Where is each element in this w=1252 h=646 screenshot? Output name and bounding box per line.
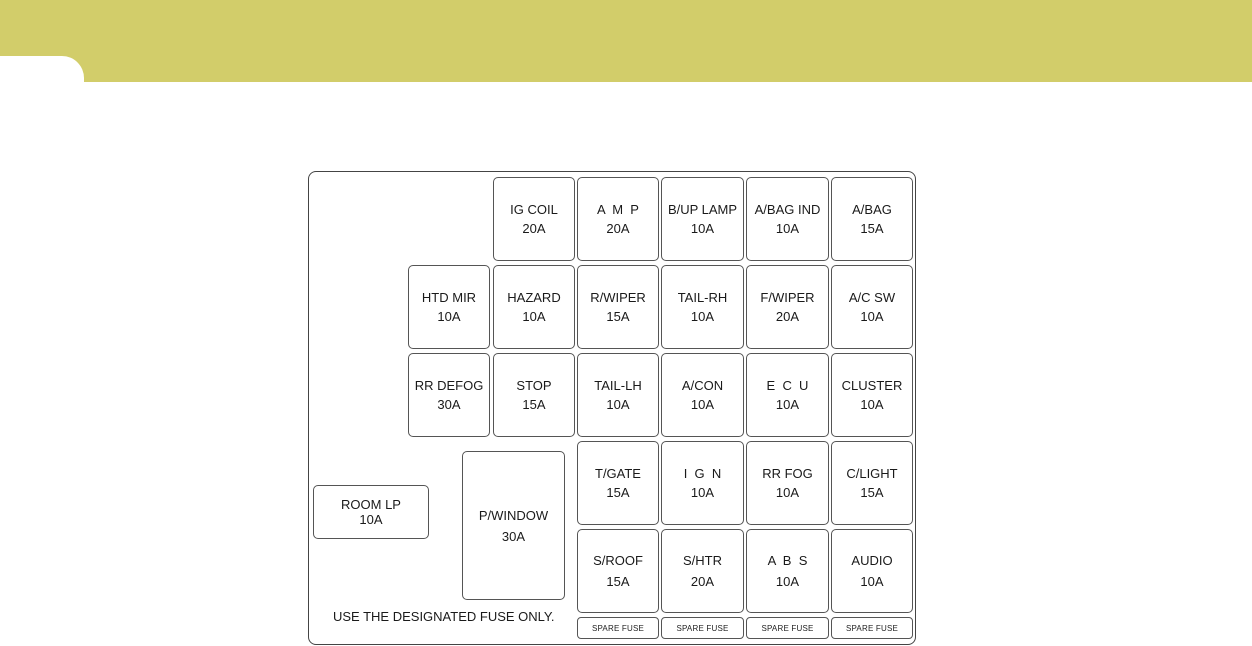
fuse-s-roof [577, 529, 659, 613]
fuse-p-window [462, 451, 565, 600]
fuse-rating: 10A [860, 397, 884, 412]
fuse-rating: 10A [775, 397, 800, 412]
fuse-audio [831, 529, 913, 613]
fuse-name: A M P [597, 202, 639, 217]
fuse-abs [746, 529, 829, 613]
spare-fuse-slot: SPARE FUSE [661, 617, 744, 639]
fuse-rating: 30A [501, 528, 526, 544]
fuse-s-htr [661, 529, 744, 613]
header-band [0, 0, 1252, 82]
fuse-name: P/WINDOW [478, 507, 549, 523]
fuse-name: CLUSTER [841, 378, 903, 393]
fuse-b-up-lamp [661, 177, 744, 261]
fuse-name: RR FOG [762, 466, 813, 481]
fuse-rating: 15A [606, 309, 630, 324]
fuse-amp [577, 177, 659, 261]
fuse-ig-coil [493, 177, 575, 261]
fuse-name: S/ROOF [593, 553, 643, 568]
fuse-name: AUDIO [851, 553, 893, 568]
spare-fuse-slot: SPARE FUSE [577, 617, 659, 639]
fuse-room-lp [313, 485, 429, 539]
fuse-name: F/WIPER [760, 290, 815, 305]
fuse-rr-defog [408, 353, 490, 437]
fuse-name: TAIL-RH [677, 290, 728, 305]
fuse-rating: 10A [775, 574, 800, 589]
fuse-a-bag [831, 177, 913, 261]
fuse-rating: 15A [860, 221, 884, 236]
fuse-r-wiper [577, 265, 659, 349]
fuse-name: HAZARD [507, 290, 561, 305]
fuse-name: A/C SW [848, 290, 896, 305]
fuse-rating: 15A [606, 574, 630, 589]
fuse-rating: 15A [606, 485, 630, 500]
fuse-cluster [831, 353, 913, 437]
fuse-rating: 20A [522, 221, 546, 236]
fuse-rating: 10A [775, 221, 800, 236]
fuse-name: C/LIGHT [846, 466, 898, 481]
fuse-a-con [661, 353, 744, 437]
fuse-name: B/UP LAMP [667, 202, 738, 217]
spare-fuse-slot: SPARE FUSE [831, 617, 913, 639]
fuse-rating: 10A [860, 309, 884, 324]
fuse-f-wiper [746, 265, 829, 349]
fuse-rating: 10A [606, 397, 630, 412]
fuse-rating: 10A [775, 485, 800, 500]
fuse-name: T/GATE [595, 466, 641, 481]
fuse-c-light [831, 441, 913, 525]
fuse-rating: 20A [690, 574, 715, 589]
fuse-name: RR DEFOG [414, 378, 484, 393]
fuse-rating: 10A [359, 512, 383, 527]
fuse-name: HTD MIR [421, 290, 477, 305]
fuse-rating: 10A [690, 397, 715, 412]
designated-fuse-note: USE THE DESIGNATED FUSE ONLY. [333, 609, 555, 624]
fuse-rating: 20A [606, 221, 630, 236]
fuse-htd-mir [408, 265, 490, 349]
fuse-rating: 15A [860, 485, 884, 500]
fuse-rating: 20A [775, 309, 800, 324]
fuse-rating: 10A [860, 574, 884, 589]
spare-fuse-slot: SPARE FUSE [746, 617, 829, 639]
fuse-ign [661, 441, 744, 525]
fuse-hazard [493, 265, 575, 349]
fuse-name: A/BAG [852, 202, 892, 217]
fuse-rating: 10A [690, 485, 715, 500]
fuse-name: E C U [766, 378, 809, 393]
fuse-rating: 15A [522, 397, 546, 412]
fuse-name: STOP [516, 378, 552, 393]
fuse-stop [493, 353, 575, 437]
fuse-name: R/WIPER [590, 290, 646, 305]
fuse-a-c-sw [831, 265, 913, 349]
fuse-name: I G N [683, 466, 722, 481]
fuse-rating: 10A [437, 309, 461, 324]
fuse-rating: 10A [522, 309, 546, 324]
fuse-rating: 10A [690, 309, 715, 324]
fuse-name: IG COIL [510, 202, 558, 217]
fuse-t-gate [577, 441, 659, 525]
fuse-ecu [746, 353, 829, 437]
fuse-name: A/CON [681, 378, 724, 393]
fuse-tail-rh [661, 265, 744, 349]
fuse-rating: 10A [690, 221, 715, 236]
fuse-rating: 30A [437, 397, 461, 412]
fuse-name: TAIL-LH [594, 378, 642, 393]
fuse-name: A/BAG IND [754, 202, 821, 217]
header-tab-notch [0, 56, 84, 82]
fuse-tail-lh [577, 353, 659, 437]
fuse-name: A B S [767, 553, 808, 568]
fuse-rr-fog [746, 441, 829, 525]
fuse-a-bag-ind [746, 177, 829, 261]
fuse-name: ROOM LP [341, 497, 401, 512]
fuse-name: S/HTR [683, 553, 722, 568]
